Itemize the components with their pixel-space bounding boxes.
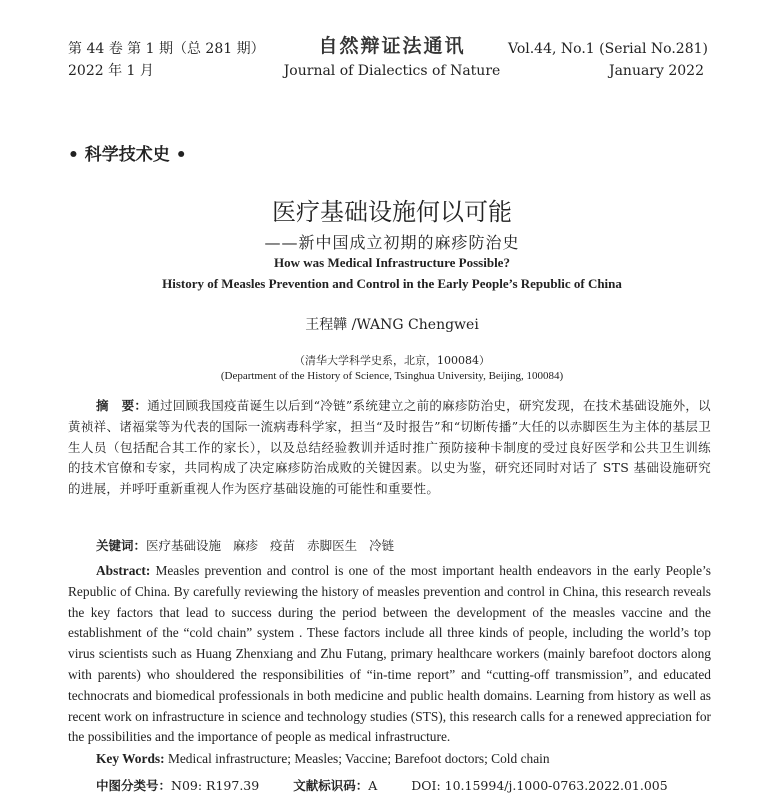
keywords-en bbox=[96, 751, 550, 767]
title-en: How was Medical Infrastructure Possible? bbox=[274, 255, 510, 270]
clc-value: N09: R197.39 bbox=[171, 778, 260, 793]
keyword-cn: 麻疹 bbox=[233, 538, 259, 553]
keyword-cn: 疫苗 bbox=[270, 538, 296, 553]
abstract-cn bbox=[68, 396, 711, 500]
abstract-cn-text: 通过回顾我国疫苗诞生以后到“冷链”系统建立之前的麻疹防治史，研究发现，在技术基础设施外，以黄祯祥、诸福棠等为代表的国际一流病毒科学家，担当“及时报告”和“切断传播”大任的以赤脚医生为主体的基层卫生人员（包括配合其工作的家长），以及总结经验教训并适时推广预防接种卡制度的受过良好医学和公共卫生训练的技术官僚和专家，共同构成了决定麻疹防治成败的关键因素。以史为鉴，研究还同时对话了 STS 基础设施研究的进展，并呼吁重新重视人作为医疗基础设施的可能性和重要性。 bbox=[68, 398, 711, 497]
issue-info: 第 44 卷 第 1 期（总 281 期） bbox=[68, 41, 265, 57]
keyword-cn: 赤脚医生 bbox=[307, 538, 358, 553]
journal-name-en: Journal of Dialectics of Nature bbox=[283, 63, 501, 79]
abstract-en-label: Abstract: bbox=[96, 563, 151, 578]
doi: DOI: 10.15994/j.1000-0763.2022.01.005 bbox=[411, 778, 668, 793]
issue-date-cn: 2022 年 1 月 bbox=[68, 63, 154, 79]
subtitle-cn: ——新中国成立初期的麻疹防治史 bbox=[264, 233, 520, 252]
keyword-cn: 冷链 bbox=[369, 538, 395, 553]
section-heading: • 科学技术史 • bbox=[68, 145, 187, 165]
keywords-cn bbox=[68, 536, 711, 557]
keyword-cn: 医疗基础设施 bbox=[146, 538, 222, 553]
keywords-cn-label: 关键词： bbox=[96, 538, 147, 553]
abstract-en-text: Measles prevention and control is one of the most important health endeavors in the early People’s Republic of China. By carefully reviewing the history of measles prevention and control in China, this research reveals the key factors that lead to success during the period between the development of the measles vaccine and the establishment of the “cold chain” system . These factors include all three kinds of people, including the world’s top virus scientists such as Huang Zhenxiang and Zhu Futang, primary healthcare workers (mainly barefoot doctors along with parents) who shouldered the responsibilities of “in-time report” and “cutting-off transmission”, and educated technocrats and biomedical professionals in both medicine and public health domains. Learning from history as well as recent work on infrastructure in science and technology studies (STS), this research calls for a renewed appreciation for the possibilities and the importance of people as medical infrastructure. bbox=[68, 563, 711, 745]
author: 王程韡 /WANG Chengwei bbox=[305, 317, 479, 333]
journal-name-cn: 自然辩证法通讯 bbox=[318, 35, 466, 57]
abstract-en bbox=[68, 561, 711, 748]
classification-line bbox=[96, 776, 668, 794]
abstract-cn-label: 摘 要： bbox=[96, 398, 148, 413]
affiliation-cn: （清华大学科学史系，北京，100084） bbox=[294, 354, 490, 367]
keywords-en-text: Medical infrastructure; Measles; Vaccine; Barefoot doctors; Cold chain bbox=[167, 751, 550, 766]
doc-code-label: 文献标识码： bbox=[293, 778, 369, 793]
volume-info: Vol.44, No.1 (Serial No.281) bbox=[508, 41, 708, 57]
keywords-en-label: Key Words: bbox=[96, 751, 165, 766]
issue-date-en: January 2022 bbox=[608, 63, 704, 79]
title-cn: 医疗基础设施何以可能 bbox=[272, 198, 512, 226]
clc-label: 中图分类号： bbox=[96, 778, 172, 793]
subtitle-en: History of Measles Prevention and Control in the Early People’s Republic of China bbox=[162, 276, 622, 291]
doc-code-value: A bbox=[368, 778, 378, 793]
affiliation-en: (Department of the History of Science, Tsinghua University, Beijing, 100084) bbox=[220, 370, 564, 382]
